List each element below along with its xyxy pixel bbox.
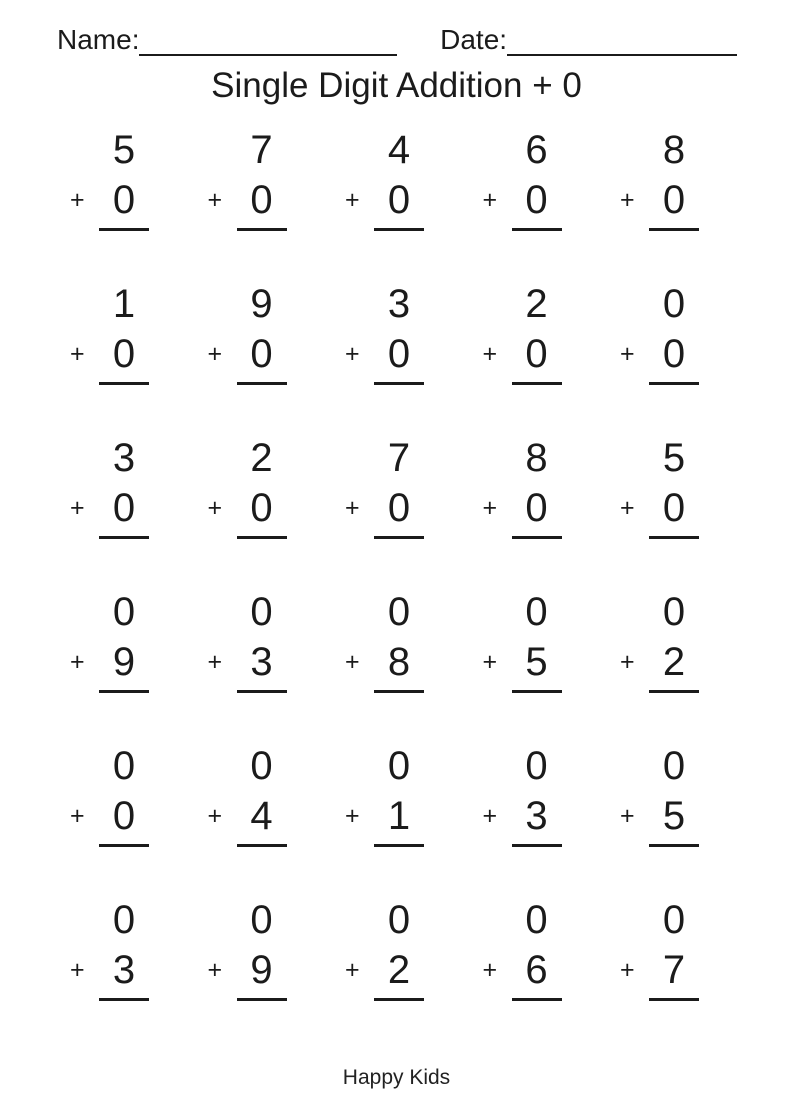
plus-operator: + — [70, 339, 85, 368]
date-blank-line — [507, 26, 737, 56]
addition-problem — [201, 592, 287, 693]
plus-operator: + — [207, 955, 223, 984]
bottom-addend: 0 — [525, 486, 548, 531]
answer-line — [237, 690, 287, 693]
worksheet-header — [0, 0, 793, 56]
addition-problem — [338, 438, 424, 539]
plus-operator: + — [482, 339, 498, 368]
bottom-addend: 4 — [250, 794, 273, 839]
addition-problem — [201, 284, 287, 385]
addition-problem — [63, 592, 149, 693]
plus-operator: + — [70, 647, 85, 676]
plus-operator: + — [70, 801, 85, 830]
answer-line — [374, 844, 424, 847]
top-addend: 0 — [250, 590, 273, 635]
bottom-addend: 0 — [250, 178, 273, 223]
answer-line — [237, 844, 287, 847]
operator-addend-row — [613, 948, 699, 993]
answer-line — [649, 690, 699, 693]
answer-line — [512, 844, 562, 847]
operator-addend-row — [338, 640, 424, 685]
plus-operator: + — [207, 493, 223, 522]
top-addend: 9 — [250, 282, 273, 327]
plus-operator: + — [345, 955, 360, 984]
operator-addend-row — [63, 178, 149, 223]
operator-addend-row — [201, 640, 287, 685]
answer-line — [237, 228, 287, 231]
bottom-addend: 0 — [662, 178, 686, 223]
answer-line — [512, 690, 562, 693]
operator-addend-row — [338, 486, 424, 531]
answer-line — [99, 690, 149, 693]
bottom-addend: 7 — [662, 948, 686, 993]
addition-problem — [613, 592, 699, 693]
plus-operator: + — [207, 339, 223, 368]
bottom-addend: 5 — [662, 794, 686, 839]
answer-line — [649, 536, 699, 539]
plus-operator: + — [345, 185, 360, 214]
bottom-addend: 0 — [112, 486, 136, 531]
problem-row — [63, 900, 699, 1001]
answer-line — [374, 228, 424, 231]
bottom-addend: 9 — [112, 640, 136, 685]
bottom-addend: 3 — [525, 794, 548, 839]
top-addend: 2 — [525, 282, 548, 327]
plus-operator: + — [345, 647, 360, 676]
top-addend: 0 — [250, 744, 273, 789]
plus-operator: + — [482, 955, 498, 984]
worksheet-title: Single Digit Addition + 0 — [211, 66, 582, 106]
plus-operator: + — [482, 801, 498, 830]
addition-problem — [476, 746, 562, 847]
plus-operator: + — [620, 185, 635, 214]
problem-row — [63, 130, 699, 231]
bottom-addend: 6 — [525, 948, 548, 993]
operator-addend-row — [476, 794, 562, 839]
answer-line — [99, 844, 149, 847]
operator-addend-row — [63, 948, 149, 993]
plus-operator: + — [345, 801, 360, 830]
bottom-addend: 0 — [525, 332, 548, 377]
operator-addend-row — [338, 948, 424, 993]
plus-operator: + — [482, 493, 498, 522]
bottom-addend: 0 — [387, 332, 411, 377]
addition-problem — [338, 284, 424, 385]
operator-addend-row — [476, 178, 562, 223]
answer-line — [237, 998, 287, 1001]
top-addend: 0 — [250, 898, 273, 943]
problem-row — [63, 284, 699, 385]
plus-operator: + — [70, 493, 85, 522]
operator-addend-row — [201, 794, 287, 839]
operator-addend-row — [201, 948, 287, 993]
addition-problem — [201, 130, 287, 231]
answer-line — [512, 228, 562, 231]
top-addend: 0 — [662, 590, 686, 635]
bottom-addend: 3 — [112, 948, 136, 993]
plus-operator: + — [620, 955, 635, 984]
top-addend: 0 — [112, 744, 136, 789]
bottom-addend: 3 — [250, 640, 273, 685]
addition-problem — [63, 438, 149, 539]
operator-addend-row — [63, 332, 149, 377]
answer-line — [649, 382, 699, 385]
operator-addend-row — [201, 178, 287, 223]
problems-grid — [0, 130, 793, 1001]
operator-addend-row — [613, 178, 699, 223]
bottom-addend: 8 — [387, 640, 411, 685]
addition-problem — [476, 592, 562, 693]
top-addend: 2 — [250, 436, 273, 481]
plus-operator: + — [620, 647, 635, 676]
plus-operator: + — [345, 339, 360, 368]
name-label: Name: — [57, 24, 140, 55]
bottom-addend: 0 — [662, 486, 686, 531]
bottom-addend: 2 — [662, 640, 686, 685]
footer-brand: Happy Kids — [342, 1066, 451, 1089]
plus-operator: + — [207, 185, 223, 214]
addition-problem — [476, 900, 562, 1001]
addition-problem — [476, 438, 562, 539]
addition-problem — [613, 900, 699, 1001]
addition-problem — [613, 130, 699, 231]
addition-problem — [613, 284, 699, 385]
bottom-addend: 0 — [112, 332, 136, 377]
bottom-addend: 0 — [387, 178, 411, 223]
top-addend: 0 — [525, 590, 548, 635]
addition-problem — [63, 746, 149, 847]
operator-addend-row — [476, 948, 562, 993]
top-addend: 3 — [387, 282, 411, 327]
operator-addend-row — [338, 332, 424, 377]
top-addend: 0 — [112, 590, 136, 635]
top-addend: 0 — [387, 590, 411, 635]
answer-line — [99, 998, 149, 1001]
addition-problem — [476, 130, 562, 231]
operator-addend-row — [613, 332, 699, 377]
bottom-addend: 1 — [387, 794, 411, 839]
top-addend: 0 — [387, 744, 411, 789]
bottom-addend: 5 — [525, 640, 548, 685]
top-addend: 7 — [250, 128, 273, 173]
top-addend: 0 — [662, 898, 686, 943]
problem-row — [63, 746, 699, 847]
answer-line — [99, 382, 149, 385]
operator-addend-row — [201, 332, 287, 377]
plus-operator: + — [620, 801, 635, 830]
operator-addend-row — [613, 794, 699, 839]
answer-line — [99, 228, 149, 231]
addition-problem — [338, 746, 424, 847]
answer-line — [374, 382, 424, 385]
answer-line — [512, 382, 562, 385]
top-addend: 0 — [387, 898, 411, 943]
answer-line — [374, 690, 424, 693]
top-addend: 8 — [525, 436, 548, 481]
operator-addend-row — [201, 486, 287, 531]
bottom-addend: 0 — [525, 178, 548, 223]
addition-problem — [201, 900, 287, 1001]
date-label: Date: — [440, 24, 508, 55]
addition-problem — [338, 900, 424, 1001]
addition-problem — [613, 438, 699, 539]
operator-addend-row — [476, 486, 562, 531]
addition-problem — [201, 746, 287, 847]
top-addend: 0 — [662, 282, 686, 327]
top-addend: 4 — [387, 128, 411, 173]
answer-line — [649, 844, 699, 847]
top-addend: 8 — [662, 128, 686, 173]
bottom-addend: 0 — [112, 794, 136, 839]
top-addend: 0 — [112, 898, 136, 943]
plus-operator: + — [620, 493, 635, 522]
bottom-addend: 0 — [250, 332, 273, 377]
operator-addend-row — [338, 178, 424, 223]
bottom-addend: 9 — [250, 948, 273, 993]
answer-line — [237, 382, 287, 385]
bottom-addend: 0 — [387, 486, 411, 531]
answer-line — [374, 998, 424, 1001]
top-addend: 7 — [387, 436, 411, 481]
answer-line — [649, 228, 699, 231]
operator-addend-row — [613, 486, 699, 531]
answer-line — [512, 998, 562, 1001]
answer-line — [99, 536, 149, 539]
plus-operator: + — [70, 955, 85, 984]
top-addend: 6 — [525, 128, 548, 173]
addition-problem — [338, 592, 424, 693]
addition-problem — [476, 284, 562, 385]
plus-operator: + — [482, 647, 498, 676]
answer-line — [237, 536, 287, 539]
operator-addend-row — [613, 640, 699, 685]
addition-problem — [613, 746, 699, 847]
top-addend: 0 — [662, 744, 686, 789]
top-addend: 1 — [112, 282, 136, 327]
operator-addend-row — [338, 794, 424, 839]
plus-operator: + — [345, 493, 360, 522]
operator-addend-row — [476, 332, 562, 377]
plus-operator: + — [70, 185, 85, 214]
top-addend: 0 — [525, 898, 548, 943]
addition-problem — [201, 438, 287, 539]
answer-line — [374, 536, 424, 539]
addition-problem — [63, 284, 149, 385]
addition-problem — [338, 130, 424, 231]
top-addend: 0 — [525, 744, 548, 789]
top-addend: 5 — [112, 128, 136, 173]
answer-line — [649, 998, 699, 1001]
problem-row — [63, 438, 699, 539]
problem-row — [63, 592, 699, 693]
bottom-addend: 2 — [387, 948, 411, 993]
operator-addend-row — [476, 640, 562, 685]
bottom-addend: 0 — [250, 486, 273, 531]
bottom-addend: 0 — [662, 332, 686, 377]
operator-addend-row — [63, 794, 149, 839]
bottom-addend: 0 — [112, 178, 136, 223]
answer-line — [512, 536, 562, 539]
plus-operator: + — [207, 801, 223, 830]
name-blank-line — [139, 26, 396, 56]
top-addend: 5 — [662, 436, 686, 481]
plus-operator: + — [482, 185, 498, 214]
operator-addend-row — [63, 486, 149, 531]
addition-problem — [63, 900, 149, 1001]
addition-problem — [63, 130, 149, 231]
top-addend: 3 — [112, 436, 136, 481]
plus-operator: + — [620, 339, 635, 368]
operator-addend-row — [63, 640, 149, 685]
plus-operator: + — [207, 647, 223, 676]
